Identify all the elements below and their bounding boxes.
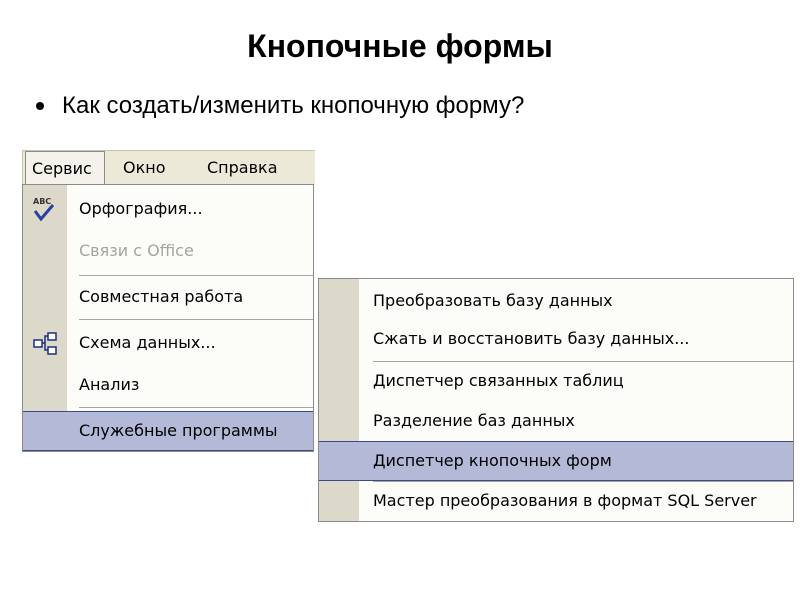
menu-item-label: Диспетчер связанных таблиц bbox=[373, 371, 624, 390]
menu-item-linked-table-manager[interactable] bbox=[319, 363, 793, 399]
menu-item-label: Преобразовать базу данных bbox=[373, 291, 613, 310]
menu-item-database-splitter[interactable] bbox=[319, 403, 793, 439]
menu-item-label: Схема данных... bbox=[79, 333, 216, 352]
menu-item-collaboration[interactable] bbox=[23, 279, 313, 315]
menu-item-label: Разделение баз данных bbox=[373, 411, 575, 430]
menu-item-label: Служебные программы bbox=[79, 421, 278, 440]
menu-item-label: Анализ bbox=[79, 375, 140, 394]
menu-bar bbox=[22, 150, 315, 185]
menu-item-upsizing-wizard[interactable] bbox=[319, 483, 793, 519]
relationships-icon bbox=[31, 329, 59, 357]
menu-item-label: Сжать и восстановить базу данных... bbox=[373, 329, 690, 348]
menu-item-utilities[interactable] bbox=[23, 411, 313, 451]
menu-separator bbox=[373, 481, 793, 482]
bullet-text: Как создать/изменить кнопочную форму? bbox=[62, 92, 525, 119]
menu-item-spelling[interactable] bbox=[23, 191, 313, 227]
menu-item-label: Связи с Office bbox=[79, 241, 194, 260]
menu-item-compact-repair[interactable] bbox=[319, 321, 793, 357]
menu-help[interactable] bbox=[201, 151, 284, 185]
menu-separator bbox=[79, 407, 313, 408]
bullet-dot bbox=[36, 102, 44, 110]
menu-service-label: Сервис bbox=[32, 159, 92, 178]
menu-item-office-links bbox=[23, 233, 313, 269]
menu-separator bbox=[79, 275, 313, 276]
menu-window[interactable] bbox=[117, 151, 172, 185]
utilities-submenu bbox=[318, 278, 794, 522]
menu-item-label: Совместная работа bbox=[79, 287, 244, 306]
menu-item-label: Мастер преобразования в формат SQL Server bbox=[373, 491, 757, 510]
spellcheck-icon bbox=[31, 195, 59, 223]
menu-help-label: Справка bbox=[207, 158, 278, 177]
svg-text:ABC: ABC bbox=[33, 197, 52, 206]
menu-window-label: Окно bbox=[123, 158, 166, 177]
menu-item-analysis[interactable] bbox=[23, 367, 313, 403]
service-dropdown bbox=[22, 184, 314, 452]
menu-separator bbox=[373, 361, 793, 362]
menu-item-convert-database[interactable] bbox=[319, 283, 793, 319]
menu-item-switchboard-manager[interactable] bbox=[319, 441, 793, 481]
menu-item-label: Орфография... bbox=[79, 199, 203, 218]
menu-service[interactable] bbox=[25, 151, 105, 186]
menu-separator bbox=[79, 319, 313, 320]
menu-item-relationships[interactable] bbox=[23, 325, 313, 361]
menu-item-label: Диспетчер кнопочных форм bbox=[373, 451, 612, 470]
page-title: Кнопочные формы bbox=[247, 28, 553, 64]
bullet-point bbox=[36, 92, 524, 120]
